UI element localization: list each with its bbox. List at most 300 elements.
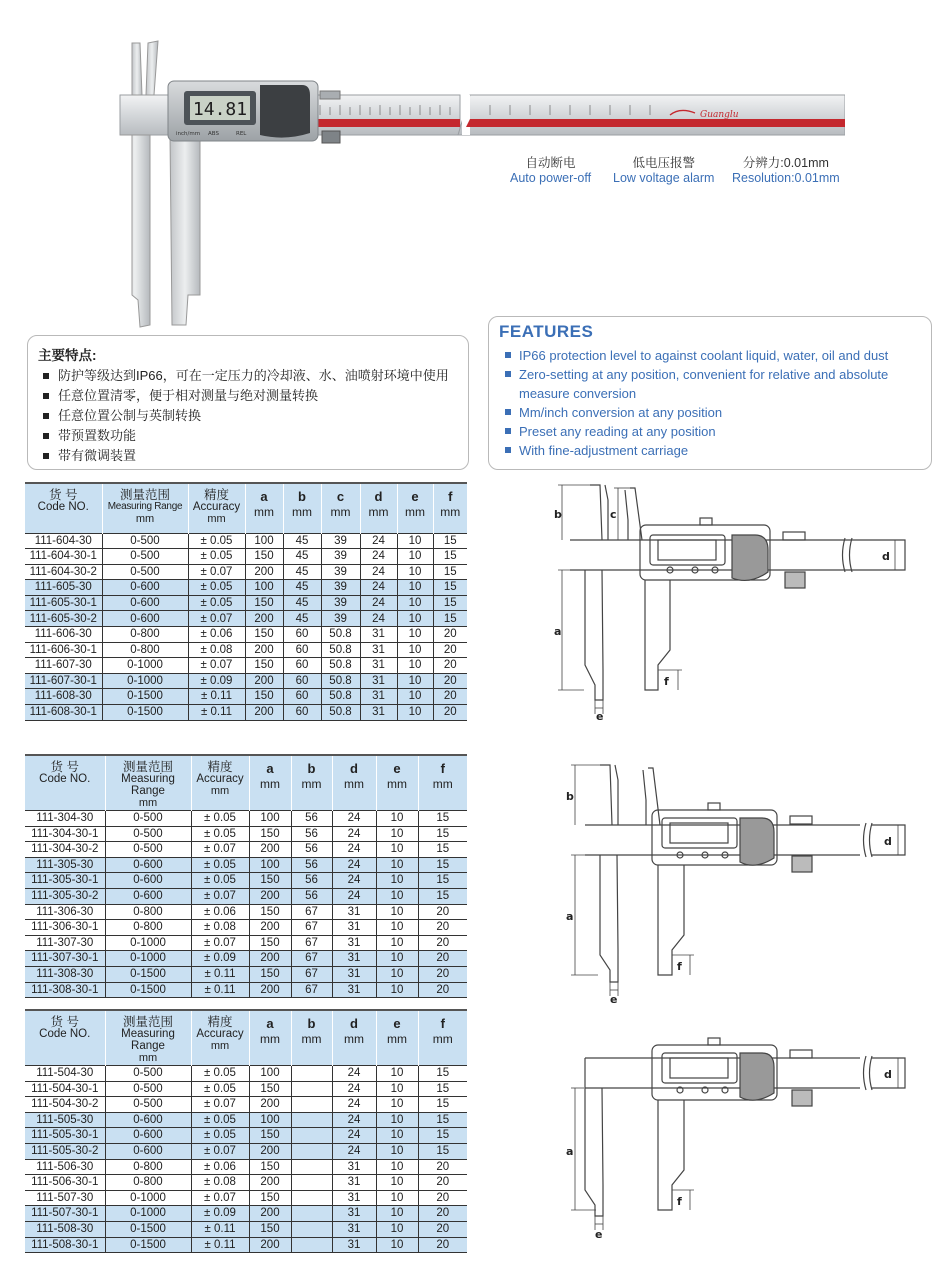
table-row bbox=[25, 857, 467, 873]
table-cell: ± 0.11 bbox=[191, 1237, 249, 1253]
table-cell: 20 bbox=[418, 935, 467, 951]
header-accuracy: 精度 Accuracy mm bbox=[191, 755, 249, 811]
table-cell: ± 0.11 bbox=[191, 982, 249, 998]
table-cell: 200 bbox=[249, 1206, 291, 1222]
table-cell: 111-605-30 bbox=[25, 580, 102, 596]
table-cell: 0-800 bbox=[105, 920, 191, 936]
table-cell: 10 bbox=[376, 1097, 418, 1113]
table-cell: 60 bbox=[283, 642, 321, 658]
table-cell: 10 bbox=[376, 888, 418, 904]
table-cell: 10 bbox=[376, 1206, 418, 1222]
table-cell: 15 bbox=[433, 595, 467, 611]
table-cell: 10 bbox=[397, 564, 433, 580]
header-b: b mm bbox=[283, 483, 321, 533]
table-cell: 31 bbox=[332, 1175, 376, 1191]
table-cell: 111-504-30-2 bbox=[31, 1098, 99, 1111]
table-cell: 10 bbox=[397, 689, 433, 705]
table-cell: ± 0.05 bbox=[188, 580, 245, 596]
table-cell: 200 bbox=[249, 920, 291, 936]
table-cell: 150 bbox=[249, 873, 291, 889]
spec-auto-power-off bbox=[510, 156, 591, 186]
header-d: d mm bbox=[360, 483, 397, 533]
spec-table-111-30x bbox=[25, 754, 467, 998]
table-cell: 200 bbox=[249, 1097, 291, 1113]
table-cell: 67 bbox=[291, 904, 332, 920]
table-cell: 56 bbox=[291, 888, 332, 904]
header-range: 测量范围 Measuring Range mm bbox=[105, 755, 191, 811]
table-cell: 150 bbox=[245, 689, 283, 705]
table-cell: 56 bbox=[291, 826, 332, 842]
dim-label-a: a bbox=[554, 625, 562, 638]
table-cell: 0-800 bbox=[105, 1175, 191, 1191]
table-cell: 0-600 bbox=[105, 1112, 191, 1128]
table-cell: ± 0.06 bbox=[188, 627, 245, 643]
table-cell: 150 bbox=[249, 1221, 291, 1237]
table-cell: 39 bbox=[321, 595, 360, 611]
table-cell: ± 0.11 bbox=[191, 966, 249, 982]
table-cell: 31 bbox=[332, 935, 376, 951]
table-cell: 100 bbox=[249, 857, 291, 873]
table-row bbox=[25, 935, 467, 951]
header-accuracy: 精度 Accuracy mm bbox=[188, 483, 245, 533]
table-cell: 60 bbox=[283, 705, 321, 721]
table-cell: 15 bbox=[418, 842, 467, 858]
table-cell: 60 bbox=[283, 627, 321, 643]
table-cell: 50.8 bbox=[321, 673, 360, 689]
display-label-abs: ABS bbox=[208, 131, 219, 137]
table-row bbox=[25, 658, 467, 674]
features-en-title: FEATURES bbox=[499, 322, 594, 341]
table-cell: 100 bbox=[245, 533, 283, 549]
header-code: 货 号 Code NO. bbox=[25, 483, 102, 533]
table-cell: 0-600 bbox=[105, 873, 191, 889]
table-cell: 15 bbox=[418, 811, 467, 827]
table-cell: 0-1000 bbox=[105, 1206, 191, 1222]
table-cell: 20 bbox=[418, 1175, 467, 1191]
dimension-drawing-2 bbox=[540, 760, 930, 1005]
dim-label-a: a bbox=[566, 910, 574, 923]
table-cell: 150 bbox=[249, 826, 291, 842]
list-item: 防护等级达到IP66，可在一定压力的冷却液、水、油喷射环境中使用 bbox=[42, 366, 449, 386]
table-cell: 20 bbox=[418, 1190, 467, 1206]
header-a: a mm bbox=[249, 1010, 291, 1066]
table-cell: 100 bbox=[245, 580, 283, 596]
table-cell: ± 0.07 bbox=[191, 888, 249, 904]
table-cell: 150 bbox=[249, 935, 291, 951]
table-row bbox=[25, 1190, 467, 1206]
table-cell: ± 0.05 bbox=[188, 549, 245, 565]
table-cell: 111-605-30-2 bbox=[25, 611, 102, 627]
table-cell: 111-504-30-1 bbox=[31, 1082, 99, 1095]
table-cell: 15 bbox=[433, 549, 467, 565]
header-code: 货 号 Code NO. bbox=[25, 755, 105, 811]
table-row bbox=[25, 1097, 467, 1113]
table-cell: 20 bbox=[418, 1206, 467, 1222]
table-cell: 39 bbox=[321, 564, 360, 580]
table-cell bbox=[291, 1175, 332, 1191]
list-item: Preset any reading at any position bbox=[505, 422, 923, 441]
table-cell: ± 0.07 bbox=[191, 1190, 249, 1206]
table-cell: 0-600 bbox=[105, 1143, 191, 1159]
table-cell: 200 bbox=[245, 611, 283, 627]
table-cell: 0-1500 bbox=[102, 689, 188, 705]
table-cell: 10 bbox=[376, 951, 418, 967]
table-cell: 24 bbox=[332, 1081, 376, 1097]
table-cell: 0-1000 bbox=[102, 658, 188, 674]
table-cell: 150 bbox=[249, 1128, 291, 1144]
table-cell: 0-800 bbox=[105, 1159, 191, 1175]
table-cell: 200 bbox=[249, 951, 291, 967]
spec-en: Low voltage alarm bbox=[613, 171, 715, 185]
table-row bbox=[25, 1221, 467, 1237]
table-cell: 20 bbox=[418, 951, 467, 967]
table-cell: 15 bbox=[433, 580, 467, 596]
table-row bbox=[25, 1128, 467, 1144]
table-cell: 31 bbox=[332, 1190, 376, 1206]
table-cell: 50.8 bbox=[321, 642, 360, 658]
table-cell: 0-600 bbox=[105, 888, 191, 904]
table-cell: 10 bbox=[397, 642, 433, 658]
table-cell: 111-605-30-1 bbox=[25, 595, 102, 611]
table-cell: 150 bbox=[249, 1081, 291, 1097]
table-cell: 0-500 bbox=[105, 1097, 191, 1113]
display-label-rel: REL bbox=[236, 131, 247, 137]
table-row bbox=[25, 611, 467, 627]
spec-low-voltage-alarm bbox=[613, 156, 714, 186]
table-cell: 0-500 bbox=[105, 811, 191, 827]
header-e: e mm bbox=[376, 755, 418, 811]
table-cell: 0-500 bbox=[102, 533, 188, 549]
table-cell: 56 bbox=[291, 811, 332, 827]
table-cell: 111-507-30 bbox=[36, 1191, 94, 1204]
table-cell: 56 bbox=[291, 857, 332, 873]
table-cell: 111-507-30-1 bbox=[25, 1206, 105, 1222]
table-cell: 24 bbox=[360, 580, 397, 596]
table-cell: 0-1000 bbox=[105, 1190, 191, 1206]
header-range: 测量范围 Measuring Range mm bbox=[102, 483, 188, 533]
header-c: c mm bbox=[321, 483, 360, 533]
table-cell: 20 bbox=[418, 920, 467, 936]
features-en-box bbox=[488, 316, 932, 470]
table-cell: 10 bbox=[376, 826, 418, 842]
table-row bbox=[25, 642, 467, 658]
table-cell: 15 bbox=[418, 1081, 467, 1097]
table-cell: 24 bbox=[332, 857, 376, 873]
table-cell: 111-604-30 bbox=[34, 534, 92, 547]
table-row bbox=[25, 951, 467, 967]
table-cell: 15 bbox=[418, 1128, 467, 1144]
table-row bbox=[25, 982, 467, 998]
table-cell bbox=[291, 1081, 332, 1097]
table-cell: 111-504-30 bbox=[36, 1067, 94, 1080]
table-cell: 10 bbox=[397, 658, 433, 674]
table-cell: 200 bbox=[245, 673, 283, 689]
table-cell bbox=[291, 1097, 332, 1113]
table-cell: ± 0.06 bbox=[191, 1159, 249, 1175]
table-cell: 45 bbox=[283, 595, 321, 611]
header-a: a mm bbox=[245, 483, 283, 533]
table-cell: 50.8 bbox=[321, 658, 360, 674]
table-cell: 150 bbox=[245, 658, 283, 674]
dim-label-f: f bbox=[677, 960, 682, 973]
table-row bbox=[25, 1066, 467, 1082]
table-cell: 31 bbox=[360, 673, 397, 689]
table-cell: 10 bbox=[376, 1143, 418, 1159]
table-cell: ± 0.05 bbox=[191, 1081, 249, 1097]
table-cell: 111-505-30-2 bbox=[25, 1143, 105, 1159]
features-cn-title: 主要特点: bbox=[38, 348, 97, 363]
table-cell bbox=[291, 1190, 332, 1206]
table-row bbox=[25, 689, 467, 705]
table-row bbox=[25, 966, 467, 982]
table-row bbox=[25, 627, 467, 643]
table-cell: 10 bbox=[397, 533, 433, 549]
table-cell: ± 0.05 bbox=[191, 1128, 249, 1144]
spec-en: Resolution:0.01mm bbox=[732, 171, 840, 185]
table-cell: 50.8 bbox=[321, 627, 360, 643]
table-cell: 67 bbox=[291, 966, 332, 982]
table-row bbox=[25, 1237, 467, 1253]
table-cell: 67 bbox=[291, 951, 332, 967]
table-cell: 31 bbox=[332, 1221, 376, 1237]
header-accuracy: 精度 Accuracy mm bbox=[191, 1010, 249, 1066]
header-d: d mm bbox=[332, 755, 376, 811]
table-cell: ± 0.05 bbox=[188, 595, 245, 611]
table-cell: 150 bbox=[249, 966, 291, 982]
header-range: 测量范围 Measuring Range mm bbox=[105, 1010, 191, 1066]
table-cell: 24 bbox=[332, 1066, 376, 1082]
table-cell: 45 bbox=[283, 564, 321, 580]
table-cell: ± 0.05 bbox=[191, 1066, 249, 1082]
table-cell: 10 bbox=[397, 549, 433, 565]
features-en-list bbox=[505, 346, 923, 460]
table-cell: 67 bbox=[291, 935, 332, 951]
table-cell: 24 bbox=[360, 549, 397, 565]
table-cell: 10 bbox=[376, 1112, 418, 1128]
table-cell: 45 bbox=[283, 611, 321, 627]
table-cell: 0-500 bbox=[105, 1081, 191, 1097]
table-cell: 56 bbox=[291, 873, 332, 889]
table-cell: 200 bbox=[245, 705, 283, 721]
table-cell: 15 bbox=[418, 1097, 467, 1113]
table-cell: ± 0.05 bbox=[191, 1112, 249, 1128]
table-cell: 111-608-30-1 bbox=[25, 705, 102, 721]
table-cell: ± 0.07 bbox=[191, 842, 249, 858]
table-cell: 24 bbox=[332, 1143, 376, 1159]
table-cell: 24 bbox=[360, 595, 397, 611]
table-cell: 24 bbox=[360, 611, 397, 627]
table-cell: ± 0.09 bbox=[191, 1206, 249, 1222]
list-item: IP66 protection level to against coolant liquid, water, oil and dust bbox=[505, 346, 923, 365]
header-a: a mm bbox=[249, 755, 291, 811]
header-f: f mm bbox=[433, 483, 467, 533]
table-cell: 0-800 bbox=[102, 642, 188, 658]
table-row bbox=[25, 904, 467, 920]
table-cell: 0-1000 bbox=[102, 673, 188, 689]
table-cell: 45 bbox=[283, 549, 321, 565]
table-cell: 150 bbox=[249, 1159, 291, 1175]
table-cell: 10 bbox=[397, 705, 433, 721]
table-cell: ± 0.07 bbox=[191, 1143, 249, 1159]
table-cell: 111-508-30 bbox=[25, 1221, 105, 1237]
table-cell: 111-306-30 bbox=[36, 905, 94, 918]
table-row bbox=[25, 549, 467, 565]
table-row bbox=[25, 564, 467, 580]
table-cell: 39 bbox=[321, 549, 360, 565]
list-item: 任意位置清零，便于相对测量与绝对测量转换 bbox=[42, 386, 449, 406]
table-cell: 200 bbox=[245, 642, 283, 658]
list-item: Mm/inch conversion at any position bbox=[505, 403, 923, 422]
brand-logo: Guanglu bbox=[700, 110, 739, 120]
table-cell: 24 bbox=[332, 1128, 376, 1144]
table-row bbox=[25, 888, 467, 904]
table-cell: 10 bbox=[376, 1221, 418, 1237]
table-cell: 111-607-30-1 bbox=[25, 673, 102, 689]
table-row bbox=[25, 842, 467, 858]
spec-cn: 分辨力:0.01mm bbox=[742, 156, 829, 170]
table-row bbox=[25, 1175, 467, 1191]
header-e: e mm bbox=[397, 483, 433, 533]
table-cell: 200 bbox=[249, 888, 291, 904]
table-cell: ± 0.11 bbox=[191, 1221, 249, 1237]
table-cell: 10 bbox=[376, 1175, 418, 1191]
table-cell: 0-1000 bbox=[105, 951, 191, 967]
table-cell: 10 bbox=[376, 1190, 418, 1206]
table-cell: ± 0.11 bbox=[188, 705, 245, 721]
table-cell: 111-304-30-1 bbox=[31, 827, 99, 840]
dim-label-d: d bbox=[882, 550, 890, 563]
table-cell: 0-500 bbox=[105, 842, 191, 858]
table-cell: 10 bbox=[376, 1066, 418, 1082]
table-cell: 200 bbox=[249, 1237, 291, 1253]
spec-cn: 低电压报警 bbox=[632, 156, 695, 170]
table-cell: 100 bbox=[249, 811, 291, 827]
table-cell: 15 bbox=[418, 873, 467, 889]
table-cell: ± 0.07 bbox=[191, 1097, 249, 1113]
table-cell: 150 bbox=[249, 1190, 291, 1206]
table-row bbox=[25, 580, 467, 596]
table-cell: 200 bbox=[245, 564, 283, 580]
table-cell: 0-1500 bbox=[105, 982, 191, 998]
table-cell: ± 0.09 bbox=[188, 673, 245, 689]
table-cell: ± 0.09 bbox=[191, 951, 249, 967]
table-cell bbox=[291, 1206, 332, 1222]
table-cell: 0-1000 bbox=[105, 935, 191, 951]
table-cell: ± 0.05 bbox=[188, 533, 245, 549]
table-cell: 0-500 bbox=[105, 826, 191, 842]
table-row bbox=[25, 920, 467, 936]
table-cell: ± 0.08 bbox=[188, 642, 245, 658]
table-cell: 15 bbox=[418, 826, 467, 842]
table-cell: 24 bbox=[332, 826, 376, 842]
table-cell: 15 bbox=[433, 533, 467, 549]
table-cell: 15 bbox=[418, 857, 467, 873]
dim-label-e: e bbox=[596, 710, 604, 720]
table-cell: 111-307-30 bbox=[36, 936, 94, 949]
table-cell: 31 bbox=[360, 689, 397, 705]
dimension-drawing-1 bbox=[540, 480, 930, 720]
dimension-drawing-3 bbox=[540, 1030, 930, 1245]
spec-table-111-50x bbox=[25, 1009, 467, 1253]
table-cell: 31 bbox=[332, 1237, 376, 1253]
table-cell: 0-1500 bbox=[105, 1237, 191, 1253]
table-cell: 10 bbox=[397, 627, 433, 643]
table-cell bbox=[291, 1159, 332, 1175]
table-cell bbox=[291, 1237, 332, 1253]
dim-label-e: e bbox=[610, 993, 618, 1005]
table-cell: 15 bbox=[418, 1143, 467, 1159]
table-cell: 10 bbox=[376, 842, 418, 858]
table-cell: 24 bbox=[332, 811, 376, 827]
table-cell: 20 bbox=[433, 627, 467, 643]
table-cell: ± 0.11 bbox=[188, 689, 245, 705]
table-cell: 24 bbox=[360, 564, 397, 580]
header-code: 货 号 Code NO. bbox=[25, 1010, 105, 1066]
table-cell: 0-1500 bbox=[105, 966, 191, 982]
table-cell: 31 bbox=[332, 966, 376, 982]
table-cell: 31 bbox=[332, 904, 376, 920]
table-row bbox=[25, 873, 467, 889]
dim-label-d: d bbox=[884, 835, 892, 848]
table-row bbox=[25, 826, 467, 842]
table-cell: 111-604-30-1 bbox=[29, 550, 97, 563]
dim-label-f: f bbox=[664, 675, 669, 688]
table-cell: 200 bbox=[249, 1175, 291, 1191]
table-cell: 67 bbox=[291, 920, 332, 936]
table-cell: 0-600 bbox=[102, 580, 188, 596]
table-cell: ± 0.05 bbox=[191, 873, 249, 889]
table-cell: 31 bbox=[360, 658, 397, 674]
table-cell: 60 bbox=[283, 689, 321, 705]
dim-label-e: e bbox=[595, 1228, 603, 1241]
table-cell: 31 bbox=[332, 1206, 376, 1222]
table-cell: ± 0.05 bbox=[191, 826, 249, 842]
table-cell: 111-304-30-2 bbox=[31, 843, 99, 856]
spec-cn: 自动断电 bbox=[525, 156, 576, 170]
spec-en: Auto power-off bbox=[510, 171, 592, 185]
table-row bbox=[25, 1143, 467, 1159]
table-cell: 100 bbox=[249, 1112, 291, 1128]
table-cell: ± 0.08 bbox=[191, 920, 249, 936]
table-cell: 60 bbox=[283, 658, 321, 674]
table-cell: 10 bbox=[397, 580, 433, 596]
table-cell: 20 bbox=[433, 642, 467, 658]
table-cell: 10 bbox=[376, 1128, 418, 1144]
table-cell: 150 bbox=[249, 904, 291, 920]
table-cell: 20 bbox=[433, 673, 467, 689]
table-cell: 111-505-30 bbox=[25, 1112, 105, 1128]
table-cell: 67 bbox=[291, 982, 332, 998]
table-cell: 111-308-30-1 bbox=[25, 982, 105, 998]
list-item: 带有微调装置 bbox=[42, 446, 449, 466]
table-cell: 15 bbox=[433, 611, 467, 627]
table-cell: 111-305-30-2 bbox=[25, 888, 105, 904]
table-cell: 111-606-30-1 bbox=[29, 643, 97, 656]
table-cell: 24 bbox=[332, 873, 376, 889]
table-cell: 10 bbox=[397, 595, 433, 611]
table-cell: 20 bbox=[418, 1237, 467, 1253]
table-cell: 20 bbox=[418, 966, 467, 982]
table-cell: 111-308-30 bbox=[25, 966, 105, 982]
table-cell: 111-606-30 bbox=[34, 628, 92, 641]
spec-table-111-60x bbox=[25, 482, 467, 721]
table-cell: 10 bbox=[376, 935, 418, 951]
table-cell: ± 0.07 bbox=[188, 658, 245, 674]
table-cell: ± 0.07 bbox=[188, 564, 245, 580]
table-cell: 0-800 bbox=[105, 904, 191, 920]
table-row bbox=[25, 533, 467, 549]
table-cell: 0-600 bbox=[105, 857, 191, 873]
